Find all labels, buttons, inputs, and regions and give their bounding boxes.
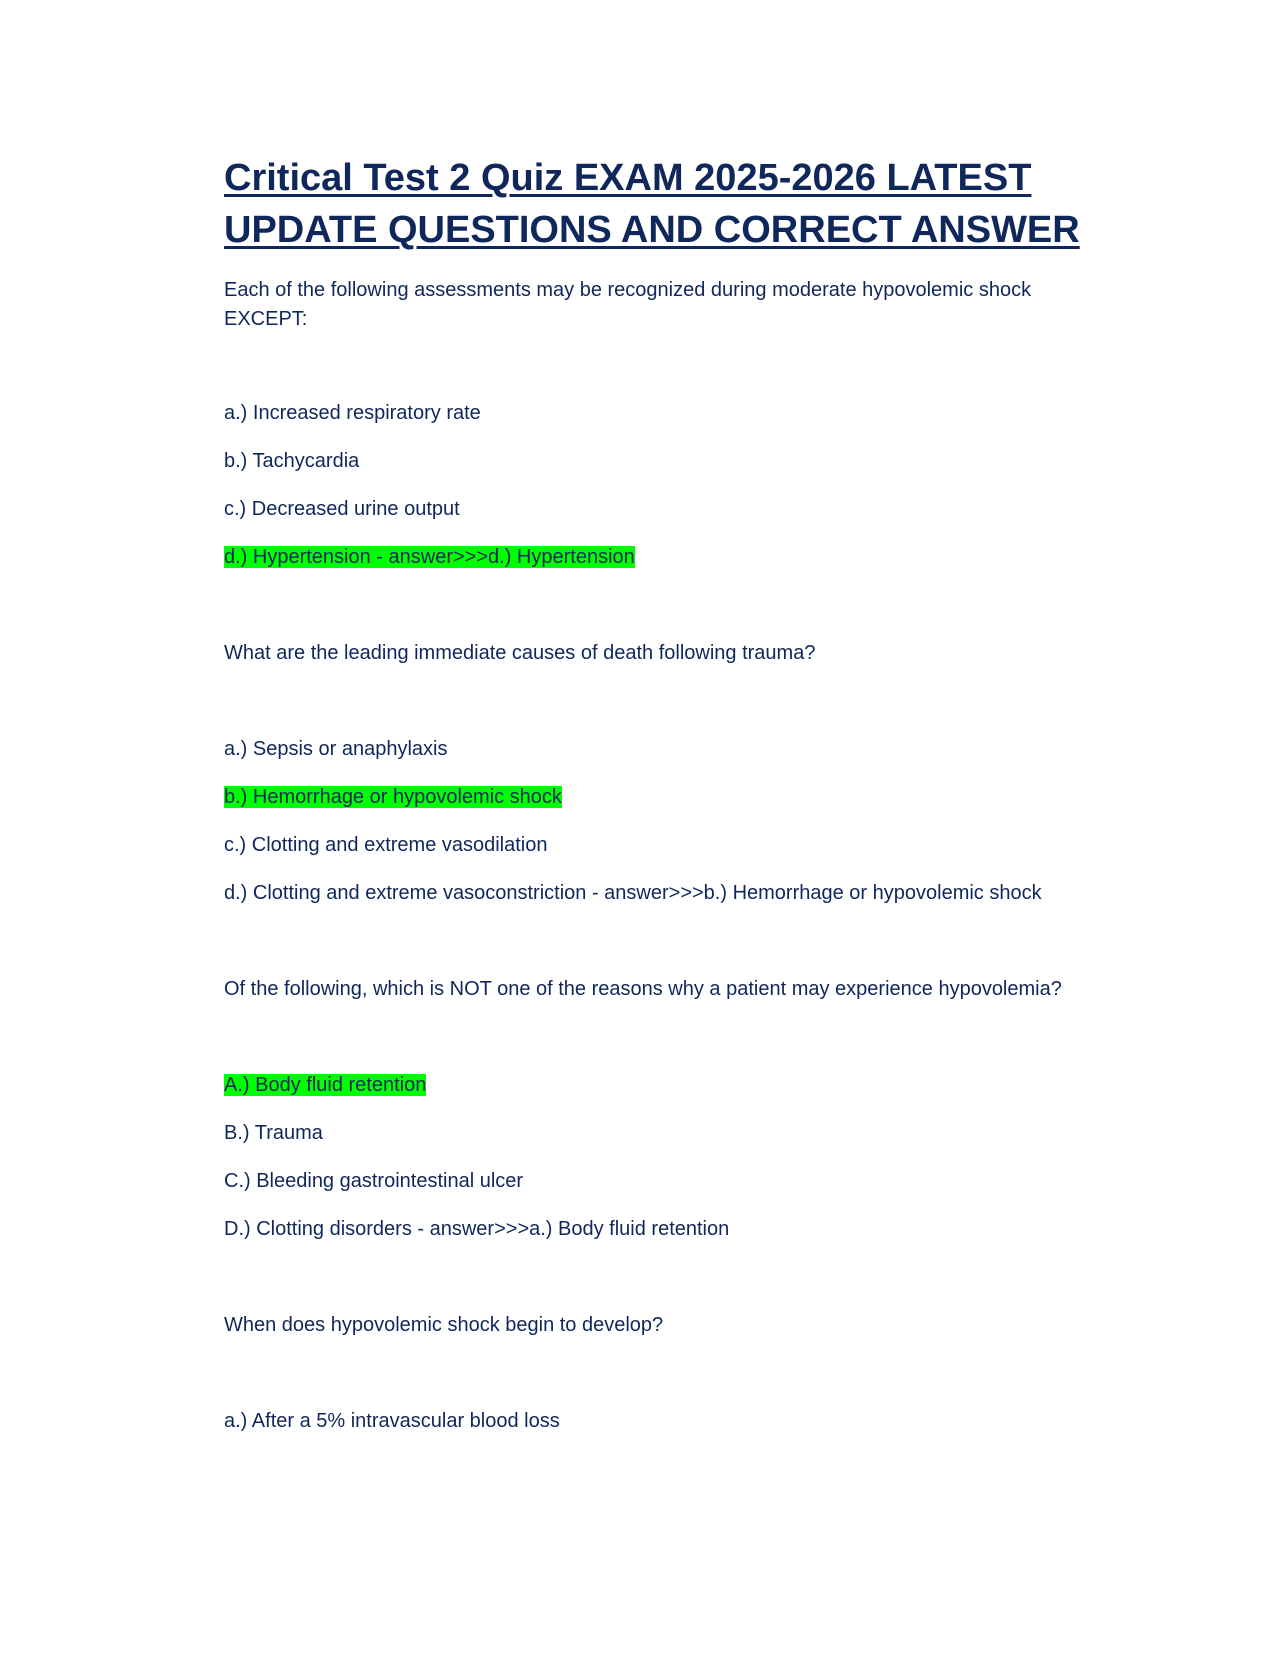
highlighted-answer: b.) Hemorrhage or hypovolemic shock [224, 786, 562, 808]
title-line-1: Critical Test 2 Quiz EXAM 2025-2026 LATEST [224, 157, 1032, 199]
title-line-2: UPDATE QUESTIONS AND CORRECT ANSWER [224, 209, 1080, 251]
question-3-option-d: D.) Clotting disorders - answer>>>a.) Body fluid retention [224, 1218, 730, 1240]
question-3-prompt: Of the following, which is NOT one of the reasons why a patient may experience hypovolemia? [224, 978, 1062, 1000]
question-4-prompt: When does hypovolemic shock begin to develop? [224, 1314, 664, 1336]
question-1-option-b: b.) Tachycardia [224, 450, 360, 472]
document-content [224, 152, 1144, 1436]
question-2-option-c: c.) Clotting and extreme vasodilation [224, 834, 548, 856]
document-title [224, 152, 1144, 256]
highlighted-answer: A.) Body fluid retention [224, 1074, 427, 1096]
question-1-option-a: a.) Increased respiratory rate [224, 402, 481, 424]
question-4-option-a: a.) After a 5% intravascular blood loss [224, 1410, 560, 1432]
question-1-option-c: c.) Decreased urine output [224, 498, 460, 520]
question-2-option-d: d.) Clotting and extreme vasoconstriction - answer>>>b.) Hemorrhage or hypovolemic shock [224, 882, 1042, 904]
question-3-option-c: C.) Bleeding gastrointestinal ulcer [224, 1170, 524, 1192]
question-3-option-b: B.) Trauma [224, 1122, 323, 1144]
question-2-option-a: a.) Sepsis or anaphylaxis [224, 738, 448, 760]
highlighted-answer: d.) Hypertension - answer>>>d.) Hypertension [224, 546, 635, 568]
question-1-option-d [224, 543, 1144, 572]
question-1-prompt: Each of the following assessments may be recognized during moderate hypovolemic shock EXCEPT: [224, 279, 1032, 330]
question-2-option-b [224, 783, 1144, 812]
question-2-prompt: What are the leading immediate causes of death following trauma? [224, 642, 816, 664]
question-3-option-a [224, 1071, 1144, 1100]
